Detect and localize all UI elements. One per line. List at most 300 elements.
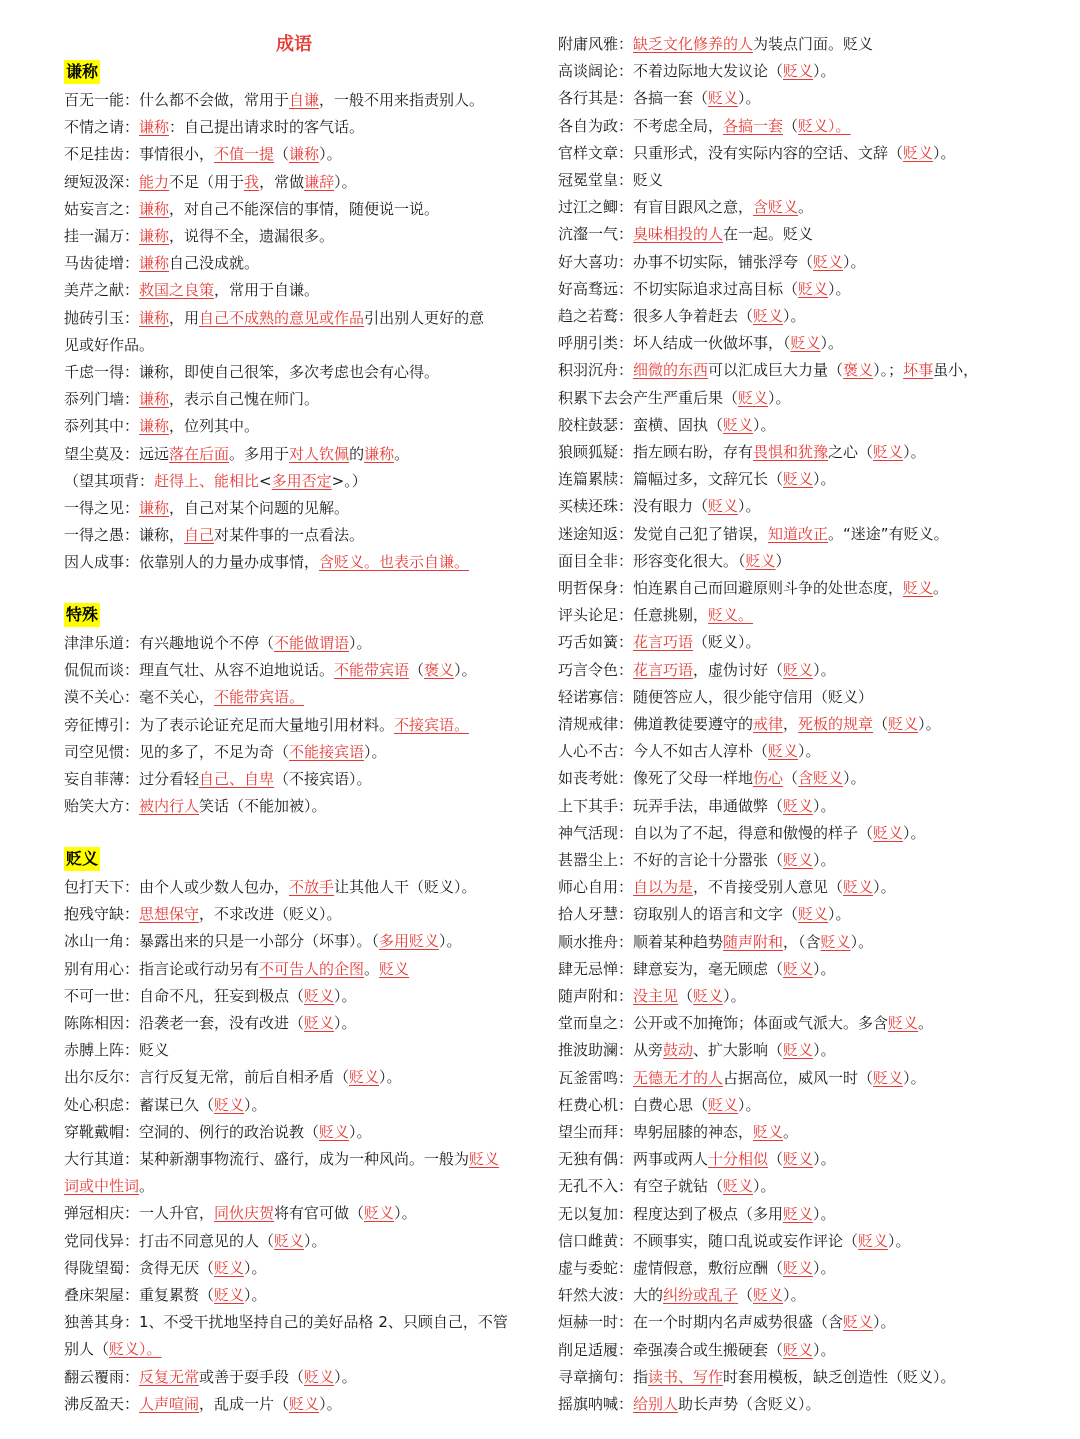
highlight-text: 谦称 xyxy=(139,308,170,327)
entry-text: ）。 xyxy=(783,1286,806,1305)
highlight-text: 贬义）。 xyxy=(109,1340,162,1359)
entry-text: 积累下去会产生严重后果（ xyxy=(558,388,739,407)
entry-text: 神气活现：自以为了不起，得意和傲慢的样子（ xyxy=(558,823,874,842)
entry-text: ）。 xyxy=(918,715,941,733)
highlight-text: 贬义 xyxy=(214,1095,245,1114)
highlight-text: 含贬义 xyxy=(798,769,844,788)
idiom-entry xyxy=(558,904,851,924)
idiom-entry xyxy=(558,714,941,734)
entry-text: 处心积虑：蓄谋已久（ xyxy=(64,1095,215,1114)
entry-text: 无孔不入：有空子就钻（ xyxy=(558,1177,724,1196)
entry-text: 连篇累牍：篇幅过多，文辞冗长（ xyxy=(558,470,784,489)
entry-text: 推波助澜：从旁 xyxy=(558,1041,664,1060)
highlight-text: 贬义 xyxy=(873,443,904,461)
highlight-text: 贬义 xyxy=(783,1259,814,1277)
highlight-text: 贬义 xyxy=(783,470,814,489)
entry-text: ） xyxy=(775,551,791,570)
highlight-text: 谦称 xyxy=(139,199,170,218)
highlight-text: 思想保守 xyxy=(139,905,200,924)
entry-text: ，自己对某个问题的见解。 xyxy=(169,499,350,517)
entry-text: ）。 xyxy=(244,1258,267,1277)
highlight-text: 无德无才的人 xyxy=(633,1068,724,1087)
entry-text: 因人成事：依靠别人的力量办成事情， xyxy=(64,553,320,572)
entry-text: 附庸风雅： xyxy=(558,35,634,53)
idiom-entry xyxy=(64,715,469,735)
section-heading: 特殊 xyxy=(64,603,100,627)
entry-text: 望尘而拜：卑躬屈膝的神态， xyxy=(558,1123,754,1141)
highlight-text: 贬义 xyxy=(214,1258,245,1277)
entry-text: 随声附和： xyxy=(558,987,634,1005)
entry-text: ）。 xyxy=(244,1095,267,1114)
idiom-entry xyxy=(64,1067,402,1087)
highlight-text: 多用否定 xyxy=(271,471,332,490)
entry-text: 的 xyxy=(349,444,365,463)
entry-text: 穿靴戴帽：空洞的、例行的政治说教（ xyxy=(64,1122,320,1141)
highlight-text: 贬义 xyxy=(753,1286,784,1305)
idiom-entry xyxy=(64,525,364,545)
entry-text: ）。 xyxy=(813,470,836,489)
entry-text: ）。 xyxy=(813,1259,836,1277)
idiom-entry xyxy=(64,1149,499,1169)
highlight-text: 褒义 xyxy=(424,661,455,680)
highlight-text: 自以为是 xyxy=(633,878,694,897)
entry-text: 寻章摘句：指 xyxy=(558,1367,649,1386)
idiom-entry xyxy=(64,904,342,924)
entry-text: 不情之请： xyxy=(64,118,140,137)
highlight-text: 坏事 xyxy=(903,361,934,380)
entry-text: 弹冠相庆：一人升官， xyxy=(64,1204,215,1223)
entry-text: 枉费心机：白费心思（ xyxy=(558,1095,709,1114)
entry-text: 冰山一角：暴露出来的只是一小部分（坏事）。（ xyxy=(64,932,380,951)
entry-text: 面目全非：形容变化很大。（ xyxy=(558,551,746,570)
highlight-text: 含贬义 xyxy=(753,198,799,217)
entry-text: ）。 xyxy=(334,986,357,1005)
entry-text: （ xyxy=(738,1286,754,1305)
idiom-entry xyxy=(64,687,304,707)
entry-text: 狼顾狐疑：指左顾右盼，存有 xyxy=(558,443,754,461)
idiom-entry xyxy=(558,932,873,952)
entry-text: （ xyxy=(783,769,799,788)
entry-text: （不接宾语）。 xyxy=(274,770,372,788)
entry-text: ）。 xyxy=(813,660,836,679)
highlight-text: 谦称 xyxy=(364,444,395,463)
entry-text: 党同伐异：打击不同意见的人（ xyxy=(64,1231,275,1250)
highlight-text: 贬义 xyxy=(873,1068,904,1087)
idiom-entry xyxy=(64,552,469,572)
highlight-text: 伤心 xyxy=(753,769,784,788)
entry-text: 抛砖引玉： xyxy=(64,308,140,327)
idiom-entry xyxy=(64,308,484,328)
idiom-entry xyxy=(64,633,372,653)
highlight-text: 词或中性词 xyxy=(64,1177,140,1196)
highlight-text: 含贬义。也表示自谦。 xyxy=(319,553,470,572)
idiom-entry xyxy=(558,1340,836,1360)
entry-text: 信口雌黄：不顾事实，随口乱说或妄作评论（ xyxy=(558,1231,859,1250)
entry-text: ）。 xyxy=(888,1231,911,1250)
entry-text: 出尔反尔：言行反复无常，前后自相矛盾（ xyxy=(64,1068,350,1087)
highlight-text: 贬义 xyxy=(783,959,814,978)
entry-text: 不可一世：自命不凡，狂妄到极点（ xyxy=(64,986,305,1005)
highlight-text: 贬义 xyxy=(745,551,776,570)
highlight-text: 贬义。 xyxy=(708,606,754,625)
entry-text: 烜赫一时：在一个时期内名声威势很盛（含 xyxy=(558,1313,844,1332)
highlight-text: 谦称 xyxy=(139,390,170,409)
highlight-text: 不可告人的企图 xyxy=(259,959,365,978)
entry-text: ）。 xyxy=(783,307,806,325)
entry-text: 旁征博引：为了表示论证充足而大量地引用材料。 xyxy=(64,715,395,734)
entry-text: < xyxy=(259,471,272,490)
entry-text: 。 xyxy=(798,198,814,217)
entry-text: （望其项背： xyxy=(64,471,155,490)
entry-text: 对某件事的一点看法。 xyxy=(214,526,365,545)
entry-text: 抱残守缺： xyxy=(64,905,140,924)
entry-text: 。 xyxy=(139,1177,155,1196)
idiom-entry xyxy=(558,1394,821,1414)
highlight-text: 贬义 xyxy=(753,1123,784,1141)
idiom-entry xyxy=(64,253,259,273)
entry-text: 让其他人干（贬义）。 xyxy=(334,878,477,896)
highlight-text: 贬义 xyxy=(304,986,335,1005)
highlight-text: 同伙庆贺 xyxy=(214,1204,275,1223)
entry-text: 高谈阔论：不着边际地大发议论（ xyxy=(558,62,784,81)
entry-text: 顺水推舟：顺着某种趋势 xyxy=(558,932,724,951)
entry-text: ， xyxy=(783,715,799,733)
entry-text: ）。 xyxy=(820,334,844,353)
highlight-text: 谦辞 xyxy=(304,172,335,191)
entry-text: ）。 xyxy=(843,769,866,788)
idiom-entry xyxy=(558,850,836,870)
entry-text: ）。 xyxy=(933,143,956,162)
entry-text: 上下其手：玩弄手法，串通做弊（ xyxy=(558,796,784,815)
entry-text: ）。 xyxy=(798,742,821,761)
entry-text: ）。 xyxy=(723,987,746,1005)
idiom-entry xyxy=(64,959,409,979)
idiom-entry xyxy=(558,1312,896,1332)
entry-text: 妄自菲薄：过分看轻 xyxy=(64,770,200,788)
highlight-text: 贬义 xyxy=(738,388,769,407)
entry-text: 过江之鲫：有盲目跟风之意， xyxy=(558,198,754,217)
entry-text: ，表示自己愧在师门。 xyxy=(169,390,320,409)
idiom-entry xyxy=(558,1285,806,1305)
entry-text: 千虑一得：谦称，即使自己很笨，多次考虑也会有心得。 xyxy=(64,363,440,381)
entry-text: 人心不古：今人不如古人淳朴（ xyxy=(558,742,769,761)
entry-text: ）。 xyxy=(244,1286,267,1304)
entry-text: ）。 xyxy=(813,1150,836,1169)
entry-text: 沸反盈天： xyxy=(64,1394,140,1413)
idiom-entry xyxy=(64,90,484,110)
idiom-entry xyxy=(64,660,477,680)
entry-text: （ xyxy=(678,987,694,1005)
highlight-text: 贬义 xyxy=(783,1340,814,1359)
highlight-text: 贬义 xyxy=(768,742,799,761)
entry-text: ）。 xyxy=(349,634,372,652)
highlight-text: 贬义 xyxy=(873,823,904,842)
entry-text: ）。 xyxy=(813,62,836,81)
idiom-entry xyxy=(558,1149,836,1169)
entry-text: 。 xyxy=(918,1014,934,1033)
idiom-entry xyxy=(64,280,319,300)
highlight-text: 各搞一套 xyxy=(723,116,784,135)
highlight-text: 细微的东西 xyxy=(633,361,709,380)
entry-text: （ xyxy=(783,116,799,135)
entry-text: 拾人牙慧：窃取别人的语言和文字（ xyxy=(558,905,799,924)
entry-text: 为装点门面。贬义 xyxy=(753,35,874,53)
entry-text: 好大喜功：办事不切实际，铺张浮夸（ xyxy=(558,252,814,271)
highlight-text: 贬义 xyxy=(708,89,739,108)
entry-text: 甚嚣尘上：不好的言论十分嚣张（ xyxy=(558,851,784,869)
entry-text: ）。 xyxy=(738,497,761,516)
idiom-entry xyxy=(64,742,387,762)
highlight-text: 不能带宾语。 xyxy=(214,688,305,707)
entry-text: 望尘莫及：远远 xyxy=(64,444,170,463)
entry-text: 各自为政：不考虑全局， xyxy=(558,116,724,135)
idiom-entry xyxy=(558,1122,798,1142)
entry-text: 忝列其中： xyxy=(64,417,140,436)
idiom-entry xyxy=(558,61,836,81)
highlight-text: 贬义 xyxy=(349,1068,380,1087)
idiom-entry xyxy=(558,1231,911,1251)
entry-text: 虽小， xyxy=(933,361,979,380)
entry-text: ，用 xyxy=(169,308,200,327)
idiom-entry xyxy=(558,524,949,544)
highlight-text: 鼓动 xyxy=(663,1041,694,1060)
highlight-text: 贬义 xyxy=(214,1286,245,1304)
entry-text: 别有用心：指言论或行动另有 xyxy=(64,959,260,978)
idiom-entry xyxy=(64,199,439,219)
idiom-entry xyxy=(558,360,978,380)
entry-text: 笑话（不能加被）。 xyxy=(199,797,327,816)
highlight-text: 我 xyxy=(244,172,260,191)
idiom-entry xyxy=(558,224,813,244)
entry-text: 贻笑大方： xyxy=(64,797,140,816)
highlight-text: 贬义 xyxy=(319,1122,350,1141)
entry-text: ）。 xyxy=(319,1394,342,1413)
highlight-text: 给别人 xyxy=(633,1395,679,1413)
entry-text: 。 xyxy=(933,579,949,597)
idiom-entry xyxy=(558,823,926,843)
idiom-entry xyxy=(64,1258,267,1278)
highlight-text: 贬义 xyxy=(903,579,934,597)
entry-text: ）。 xyxy=(828,279,851,298)
idiom-entry xyxy=(558,660,836,680)
highlight-text: 贬义 xyxy=(469,1150,500,1168)
highlight-text: 不能做谓语 xyxy=(274,634,350,652)
highlight-text: 贬义）。 xyxy=(798,116,851,135)
entry-text: 不足挂齿：事情很小， xyxy=(64,145,215,164)
entry-text: 摇旗呐喊： xyxy=(558,1395,634,1413)
entry-text: 肆无忌惮：肆意妄为，毫无顾虑（ xyxy=(558,959,784,978)
idiom-entry xyxy=(558,442,926,462)
highlight-text: 贬义 xyxy=(843,1313,874,1332)
highlight-text: 贬义 xyxy=(708,497,739,516)
idiom-entry xyxy=(64,1312,508,1332)
entry-text: 司空见惯：见的多了，不足为奇（ xyxy=(64,742,290,761)
idiom-entry xyxy=(558,469,836,489)
entry-text: 无独有偶：两事或两人 xyxy=(558,1150,709,1169)
page-title: 成语 xyxy=(276,34,312,55)
entry-text: 虚与委蛇：虚情假意，敷衍应酬（ xyxy=(558,1259,784,1277)
idiom-entry xyxy=(558,578,948,598)
entry-text: 之心（ xyxy=(828,443,874,461)
entry-text: 沆瀣一气： xyxy=(558,225,634,244)
highlight-text: 贬义 xyxy=(783,660,814,679)
highlight-text: 自己 xyxy=(184,526,215,545)
entry-text: ）。 xyxy=(304,1231,327,1250)
idiom-entry xyxy=(558,632,761,652)
entry-text: 或善于耍手段（ xyxy=(199,1367,305,1386)
idiom-entry xyxy=(64,1285,267,1305)
highlight-text: 人声喧闹 xyxy=(139,1394,200,1413)
idiom-entry xyxy=(558,1040,836,1060)
highlight-text: 贬义 xyxy=(304,1367,335,1386)
idiom-entry xyxy=(558,1176,776,1196)
highlight-text: 贬义 xyxy=(753,307,784,325)
entry-text: 无以复加：程度达到了极点（多用 xyxy=(558,1204,784,1223)
entry-text: ）。 xyxy=(813,796,836,815)
entry-text: ，不肯接受别人意见（ xyxy=(693,878,844,897)
highlight-text: 花言巧语 xyxy=(633,633,694,652)
highlight-text: 多用贬义 xyxy=(379,932,440,951)
highlight-text: 贬义 xyxy=(274,1231,305,1250)
entry-text: ）。 xyxy=(813,851,836,869)
entry-text: 百无一能：什么都不会做，常用于 xyxy=(64,91,290,109)
entry-text: ）。 xyxy=(768,388,791,407)
entry-text: 明哲保身：怕连累自己而回避原则斗争的处世态度， xyxy=(558,579,904,597)
highlight-text: 贬义 xyxy=(903,143,934,162)
entry-text: ）。 xyxy=(738,89,761,108)
highlight-text: 自己不成熟的意见或作品 xyxy=(199,308,365,327)
idiom-entry xyxy=(558,197,813,217)
highlight-text: 贬义 xyxy=(783,1204,814,1223)
highlight-text: 贬义 xyxy=(858,1231,889,1250)
idiom-entry xyxy=(64,1122,372,1142)
highlight-text: 贬义 xyxy=(783,62,814,81)
highlight-text: 反复无常 xyxy=(139,1367,200,1386)
idiom-entry xyxy=(558,1068,926,1088)
entry-text: 瓦釜雷鸣： xyxy=(558,1068,634,1087)
highlight-text: 随声附和 xyxy=(723,932,784,951)
entry-text: 削足适履：牵强凑合或生搬硬套（ xyxy=(558,1340,784,1359)
idiom-entry xyxy=(558,768,866,788)
entry-text: 呼朋引类：坏人结成一伙做坏事，（ xyxy=(558,334,791,353)
entry-text: ）。 xyxy=(903,443,926,461)
entry-text: 侃侃而谈：理直气壮、从容不迫地说话。 xyxy=(64,661,335,680)
idiom-entry xyxy=(64,335,154,355)
idiom-entry xyxy=(558,496,761,516)
highlight-text: 知道改正 xyxy=(768,524,829,543)
highlight-text: 贬义 xyxy=(723,415,754,434)
entry-text: ）。 xyxy=(873,1313,896,1332)
entry-text: 。 xyxy=(364,959,380,978)
entry-text: （ xyxy=(768,1150,784,1169)
entry-text: 在一起。贬义 xyxy=(723,225,814,244)
entry-text: （ xyxy=(274,145,290,164)
highlight-text: 花言巧语 xyxy=(633,660,694,679)
idiom-entry xyxy=(64,416,259,436)
entry-text: 。 xyxy=(783,1123,799,1141)
entry-text: ，（含 xyxy=(783,932,821,951)
entry-text: 得陇望蜀：贪得无厌（ xyxy=(64,1258,215,1277)
entry-text: ）。 xyxy=(738,1095,761,1114)
idiom-entry xyxy=(64,986,357,1006)
highlight-text: 谦称 xyxy=(289,145,320,164)
entry-text: （ xyxy=(873,715,889,733)
highlight-text: 褒义 xyxy=(843,361,874,380)
entry-text: 清规戒律：佛道教徒要遵守的 xyxy=(558,715,754,733)
entry-text: 官样文章：只重形式，没有实际内容的空话、文辞（ xyxy=(558,143,904,162)
entry-text: ）。 xyxy=(319,145,342,164)
entry-text: >。） xyxy=(331,471,367,490)
idiom-entry xyxy=(64,144,342,164)
entry-text: 时套用模板，缺乏创造性（贬义）。 xyxy=(723,1367,956,1386)
highlight-text: 贬义 xyxy=(843,878,874,897)
idiom-entry xyxy=(558,143,956,163)
idiom-entry xyxy=(558,388,791,408)
entry-text: 迷途知返：发觉自己犯了错误， xyxy=(558,524,769,543)
highlight-text: 落在后面 xyxy=(169,444,230,463)
highlight-text: 贬义 xyxy=(888,715,919,733)
highlight-text: 自己、自卑 xyxy=(199,770,275,788)
entry-text: 堂而皇之：公开或不加掩饰；体面或气派大。多含 xyxy=(558,1014,889,1033)
idiom-entry xyxy=(558,1258,836,1278)
idiom-entry xyxy=(558,959,836,979)
highlight-text: 赶得上、能相比 xyxy=(154,471,260,490)
highlight-text: 贬义 xyxy=(783,796,814,815)
highlight-text: 谦称 xyxy=(139,227,170,245)
idiom-entry xyxy=(558,551,791,571)
entry-text: 忝列门墙： xyxy=(64,390,140,409)
entry-text: 一得之愚：谦称， xyxy=(64,526,185,545)
entry-text: 挂一漏万： xyxy=(64,227,140,245)
entry-text: 轩然大波：大的 xyxy=(558,1286,664,1305)
idiom-entry xyxy=(64,1176,154,1196)
entry-text: 马齿徒增： xyxy=(64,254,140,273)
highlight-text: 贬义 xyxy=(723,1177,754,1196)
idiom-entry xyxy=(64,362,439,382)
entry-text: 陈陈相因：沿袭老一套，没有改进（ xyxy=(64,1014,305,1032)
idiom-entry xyxy=(64,117,364,137)
highlight-text: 谦称 xyxy=(139,254,170,273)
entry-text: 助长声势（含贬义）。 xyxy=(678,1395,821,1413)
entry-text: ，不求改进（贬义）。 xyxy=(199,905,342,924)
highlight-text: 贬义 xyxy=(783,851,814,869)
idiom-entry xyxy=(558,116,851,136)
highlight-text: 贬义 xyxy=(888,1014,919,1033)
idiom-entry xyxy=(558,741,821,761)
idiom-entry xyxy=(558,1367,956,1387)
idiom-entry xyxy=(64,769,372,789)
highlight-text: 谦称 xyxy=(139,118,170,137)
entry-text: 大行其道：某种新潮事物流行、盛行，成为一种风尚。一般为 xyxy=(64,1150,470,1168)
entry-text: 如丧考妣：像死了父母一样地 xyxy=(558,769,754,788)
highlight-text: 不接宾语。 xyxy=(394,715,470,734)
entry-text: ：自己提出请求时的客气话。 xyxy=(169,118,365,137)
idiom-entry xyxy=(64,1367,357,1387)
idiom-entry xyxy=(64,389,319,409)
entry-text: ）。 xyxy=(364,742,387,761)
highlight-text: 自谦 xyxy=(289,91,320,109)
highlight-text: 对人钦佩 xyxy=(289,444,350,463)
idiom-entry xyxy=(558,306,806,326)
idiom-entry xyxy=(64,1339,162,1359)
entry-text: 师心自用： xyxy=(558,878,634,897)
entry-text: 姑妄言之： xyxy=(64,199,140,218)
entry-text: 。多用于 xyxy=(229,444,290,463)
idiom-entry xyxy=(64,444,409,464)
idiom-entry xyxy=(558,1013,933,1033)
entry-text: 一得之见： xyxy=(64,499,140,517)
highlight-text: 不能带宾语 xyxy=(334,661,410,680)
